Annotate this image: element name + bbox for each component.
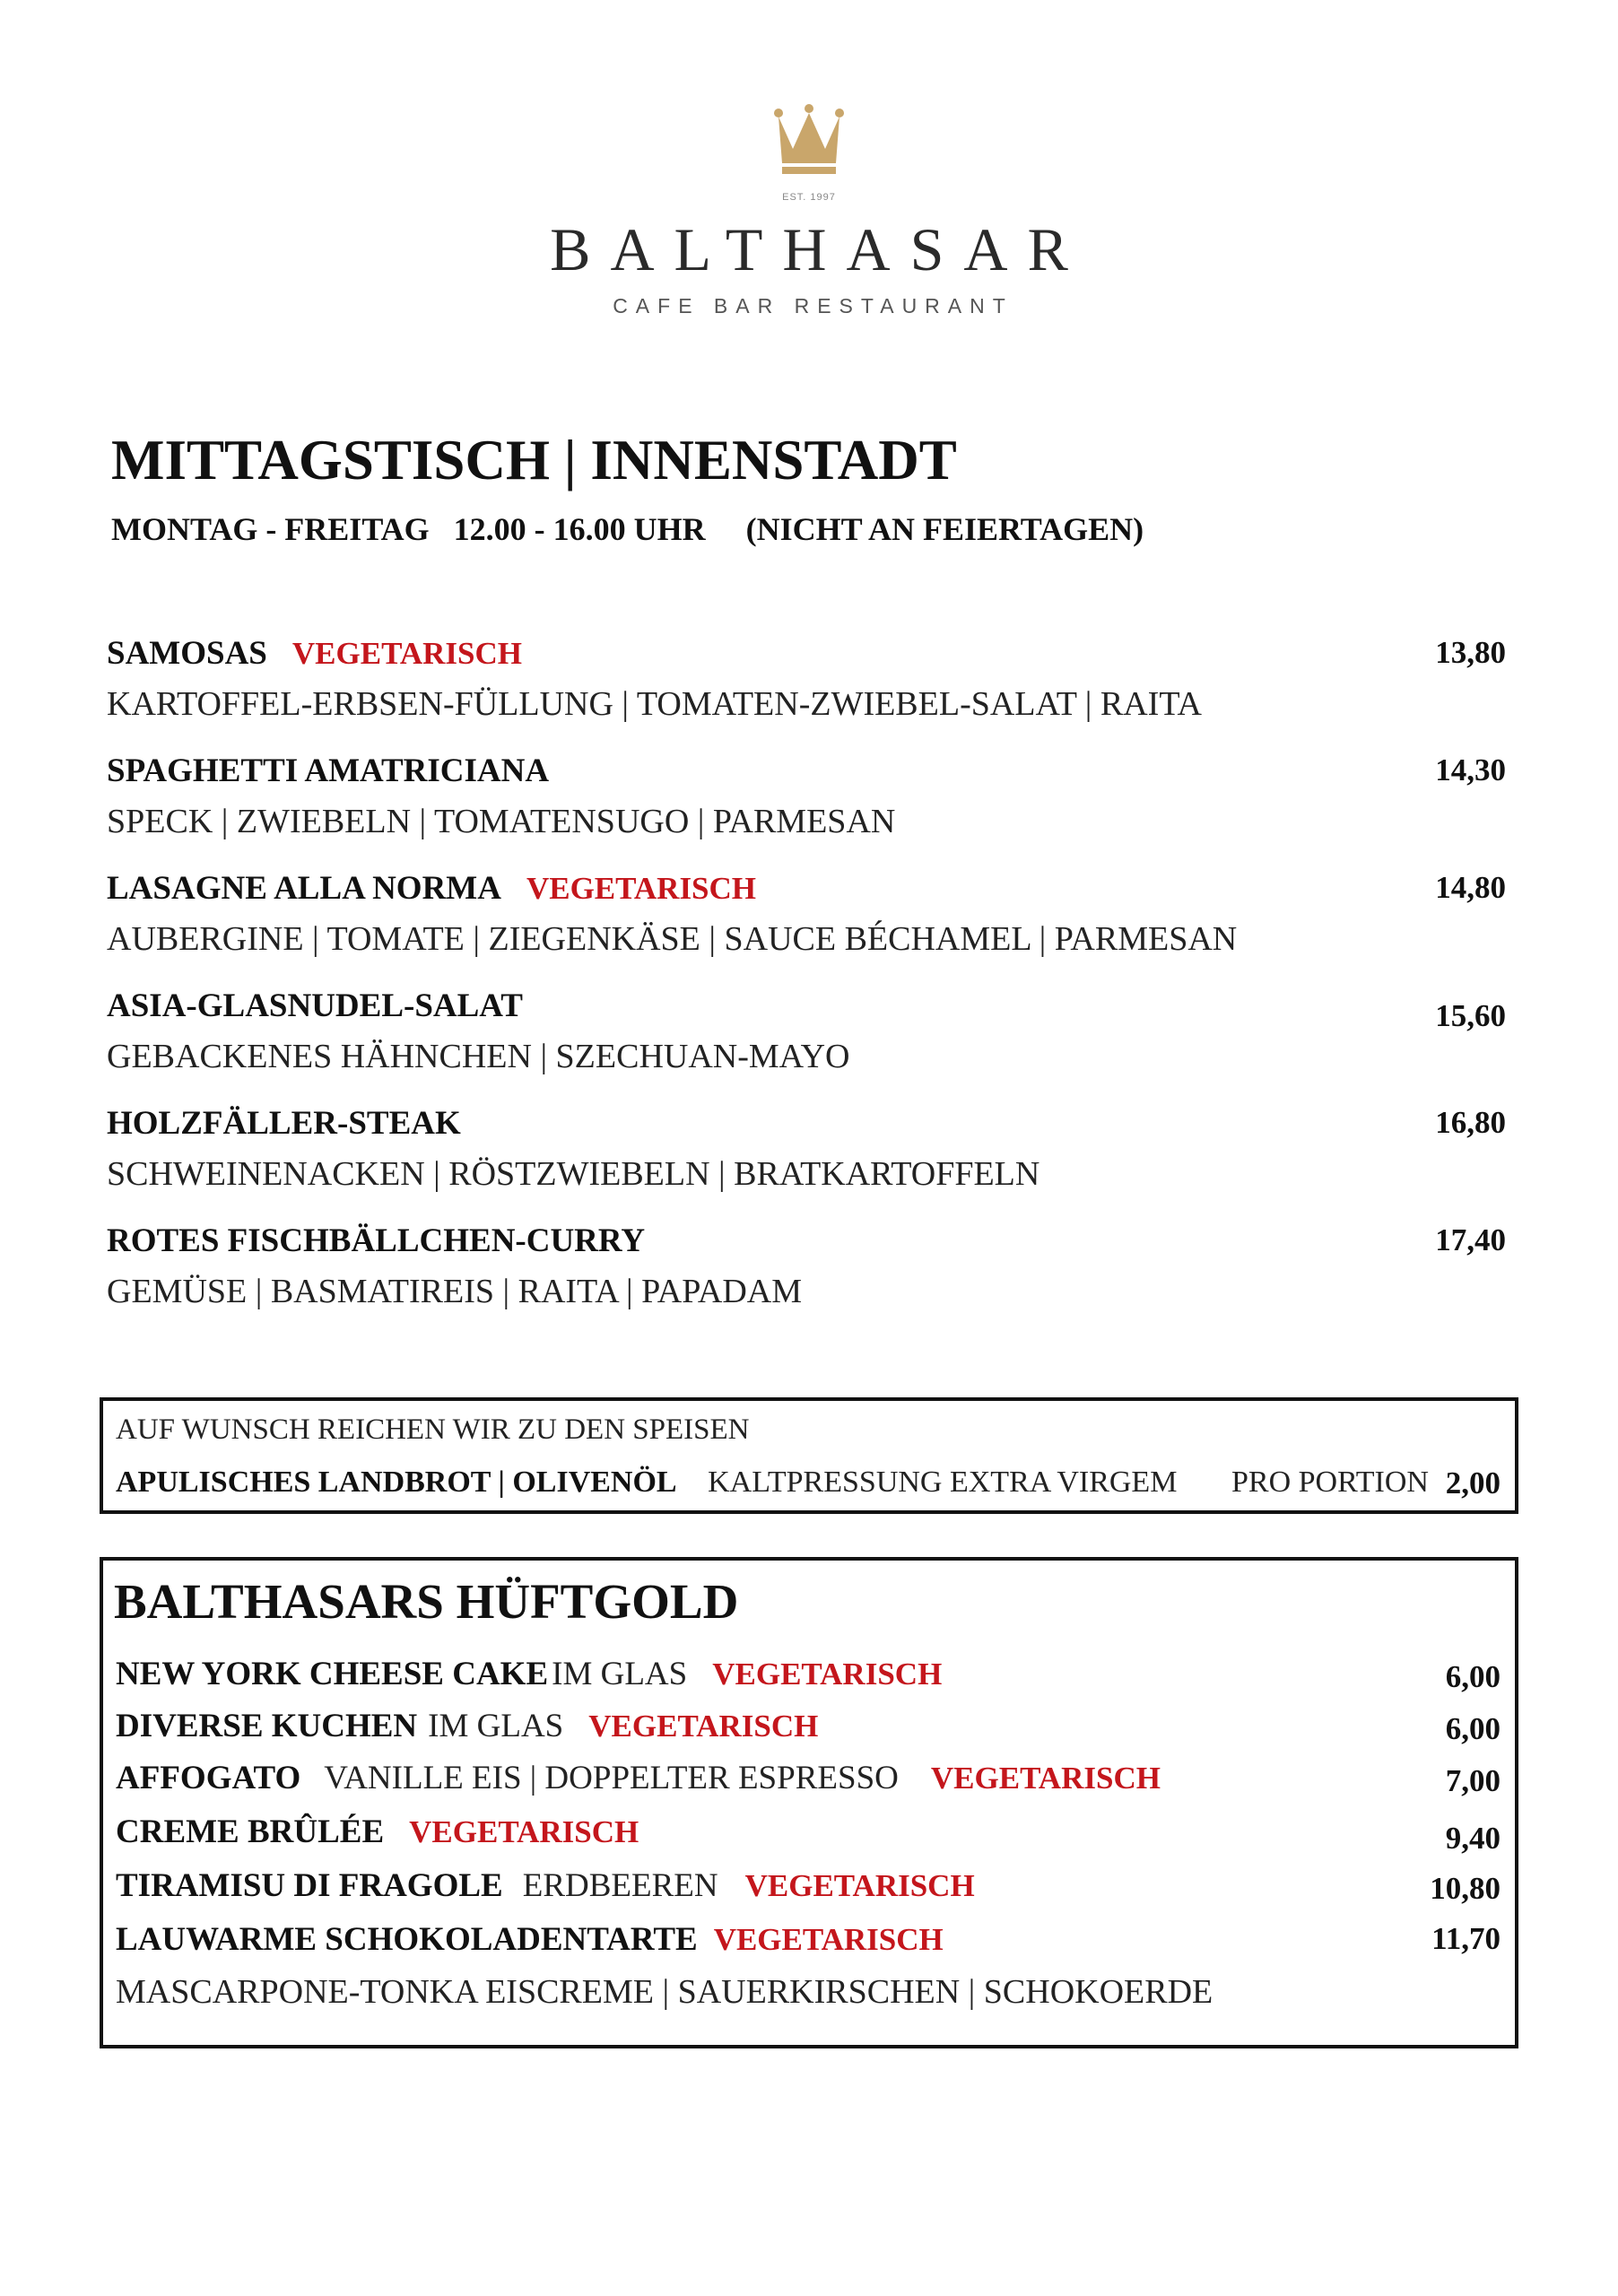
- brand-name: BALTHASAR: [550, 215, 1088, 283]
- menu-item-name: SPAGHETTI AMATRICIANA: [107, 752, 550, 789]
- menu-item: [107, 872, 1506, 989]
- menu-item: [107, 637, 1506, 754]
- dessert-box: [100, 1557, 1518, 2048]
- vegetarian-tag: VEGETARISCH: [526, 871, 757, 906]
- dessert-item: [116, 1761, 1501, 1797]
- menu-item-desc: GEBACKENES HÄHNCHEN | SZECHUAN-MAYO: [107, 1038, 850, 1075]
- dessert-item: [116, 1923, 1501, 1959]
- dessert-item: [116, 1657, 1501, 1693]
- dessert-item-name: LAUWARME SCHOKOLADENTARTE VEGETARISCH: [116, 1921, 944, 1958]
- menu-item-desc: KARTOFFEL-ERBSEN-FÜLLUNG | TOMATEN-ZWIEBEL-SALAT | RAITA: [107, 685, 1202, 723]
- page-title: MITTAGSTISCH | INNENSTADT: [111, 429, 957, 491]
- extras-item-name: APULISCHES LANDBROT | OLIVENÖL: [116, 1465, 677, 1499]
- dessert-item: [116, 1709, 1501, 1745]
- logo: [0, 104, 1618, 317]
- dessert-item-price: 9,40: [1445, 1821, 1501, 1856]
- menu-item: [107, 754, 1506, 872]
- menu-item-desc: AUBERGINE | TOMATE | ZIEGENKÄSE | SAUCE BÉCHAMEL | PARMESAN: [107, 920, 1238, 958]
- extras-per-portion: PRO PORTION: [1231, 1465, 1429, 1499]
- vegetarian-tag: VEGETARISCH: [930, 1761, 1161, 1796]
- vegetarian-tag: VEGETARISCH: [588, 1709, 819, 1744]
- dessert-item: [116, 1869, 1501, 1905]
- dessert-item-price: 6,00: [1445, 1659, 1501, 1694]
- dessert-item-price: 7,00: [1445, 1763, 1501, 1798]
- vegetarian-tag: VEGETARISCH: [744, 1868, 975, 1903]
- dessert-item-price: 6,00: [1445, 1711, 1501, 1746]
- dessert-item-name: CREME BRÛLÉE VEGETARISCH: [116, 1813, 639, 1850]
- menu-item-price: 14,30: [1435, 752, 1506, 787]
- page-subtitle: MONTAG - FREITAG 12.00 - 16.00 UHR (NICHT AN FEIERTAGEN): [111, 511, 1144, 547]
- extras-item: [116, 1467, 1177, 1498]
- lunch-menu: [107, 637, 1506, 1342]
- dessert-item-name: NEW YORK CHEESE CAKE IM GLAS VEGETARISCH: [116, 1656, 943, 1692]
- vegetarian-tag: VEGETARISCH: [713, 1922, 944, 1957]
- dessert-item-price: 11,70: [1431, 1921, 1501, 1956]
- menu-item-name: ASIA-GLASNUDEL-SALAT: [107, 987, 523, 1024]
- menu-item-desc: SPECK | ZWIEBELN | TOMATENSUGO | PARMESAN: [107, 803, 896, 840]
- extras-price: 2,00: [1445, 1465, 1501, 1500]
- menu-item-name: ROTES FISCHBÄLLCHEN-CURRY: [107, 1222, 646, 1259]
- est-label: EST. 1997: [782, 192, 836, 203]
- extras-item-detail: KALTPRESSUNG EXTRA VIRGEM: [708, 1465, 1178, 1499]
- menu-item: [107, 1224, 1506, 1342]
- dessert-item-name: TIRAMISU DI FRAGOLE ERDBEEREN VEGETARISCH: [116, 1867, 975, 1904]
- extras-box: [100, 1397, 1518, 1514]
- menu-item-desc: SCHWEINENACKEN | RÖSTZWIEBELN | BRATKARTOFFELN: [107, 1155, 1040, 1193]
- vegetarian-tag: VEGETARISCH: [291, 636, 522, 671]
- menu-item-desc: GEMÜSE | BASMATIREIS | RAITA | PAPADAM: [107, 1273, 803, 1310]
- menu-item: [107, 989, 1506, 1107]
- dessert-item-price: 10,80: [1430, 1871, 1501, 1906]
- menu-item-name: LASAGNE ALLA NORMA VEGETARISCH: [107, 870, 757, 907]
- menu-item-price: 15,60: [1435, 998, 1506, 1033]
- dessert-item-desc: MASCARPONE-TONKA EISCREME | SAUERKIRSCHEN | SCHOKOERDE: [116, 1973, 1214, 2011]
- menu-item-price: 17,40: [1435, 1222, 1506, 1257]
- dessert-title: BALTHASARS HÜFTGOLD: [114, 1574, 739, 1629]
- menu-item-price: 16,80: [1435, 1105, 1506, 1140]
- brand-tagline: CAFE BAR RESTAURANT: [613, 294, 1013, 317]
- menu-item-name: SAMOSAS VEGETARISCH: [107, 635, 522, 672]
- menu-item-price: 13,80: [1435, 635, 1506, 670]
- extras-intro: AUF WUNSCH REICHEN WIR ZU DEN SPEISEN: [116, 1413, 750, 1446]
- vegetarian-tag: VEGETARISCH: [712, 1657, 943, 1692]
- menu-item-name: HOLZFÄLLER-STEAK: [107, 1105, 461, 1142]
- vegetarian-tag: VEGETARISCH: [409, 1814, 639, 1849]
- menu-item: [107, 1107, 1506, 1224]
- dessert-item: [116, 1813, 1501, 1856]
- menu-item-price: 14,80: [1435, 870, 1506, 905]
- dessert-item-name: AFFOGATO VANILLE EIS | DOPPELTER ESPRESSO VEGETARISCH: [116, 1760, 1161, 1796]
- crown-icon: [773, 104, 845, 190]
- dessert-item-name: DIVERSE KUCHEN IM GLAS VEGETARISCH: [116, 1708, 819, 1744]
